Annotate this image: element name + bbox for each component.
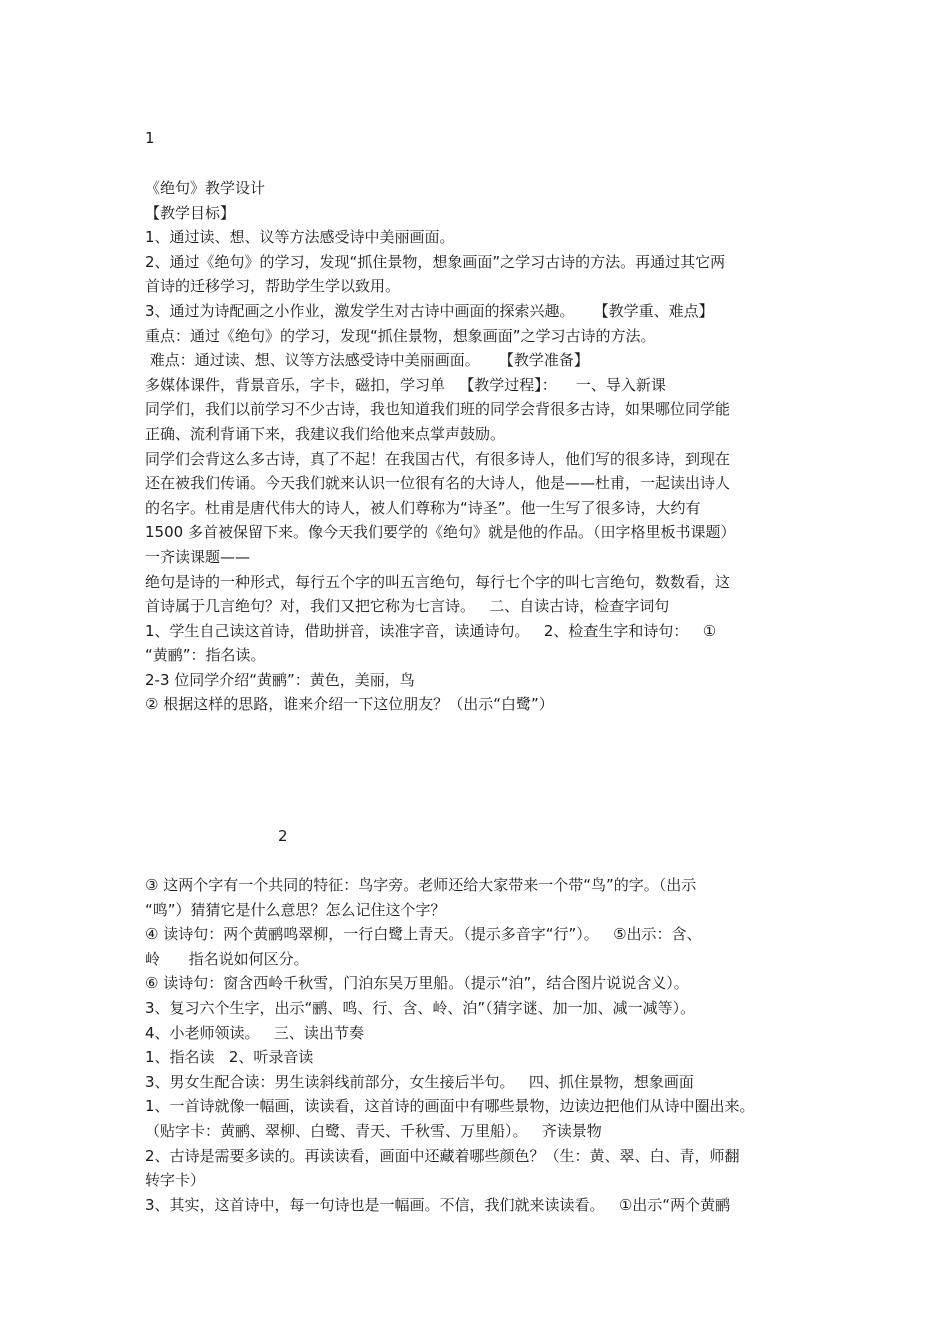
paragraph-line: 3、复习六个生字，出示“鹂、鸣、行、含、岭、泊”（猜字谜、加一加、减一减等）。 <box>145 998 696 1017</box>
page-1-body <box>145 176 815 717</box>
paragraph-line: 一齐读课题—— <box>145 547 251 566</box>
paragraph-line: “黄鹂”：指名读。 <box>145 646 266 665</box>
paragraph-line: 多媒体课件，背景音乐，字卡，磁扣，学习单 【教学过程】： 一、导入新课 <box>145 375 666 394</box>
paragraph-line: “鸣”）猜猜它是什么意思？怎么记住这个字？ <box>145 900 446 919</box>
paragraph-line: 首诗属于几言绝句？对，我们又把它称为七言诗。 二、自读古诗，检查字词句 <box>145 597 670 616</box>
page-number-2: 2 <box>278 827 288 845</box>
paragraph-line: 2、古诗是需要多读的。再读读看，画面中还藏着哪些颜色？（生：黄、翠、白、青，师翻 <box>145 1146 740 1165</box>
paragraph-line: 还在被我们传诵。今天我们就来认识一位很有名的大诗人，他是——杜甫，一起读出诗人 <box>145 474 731 493</box>
paragraph-line: 正确、流利背诵下来，我建议我们给他来点掌声鼓励。 <box>145 424 506 443</box>
paragraph-line: 的名字。杜甫是唐代伟大的诗人，被人们尊称为“诗圣”。他一生写了很多诗，大约有 <box>145 498 701 517</box>
paragraph-line: 4、小老师领读。 三、读出节奏 <box>145 1023 364 1042</box>
page-2-body <box>145 873 815 1217</box>
doc-title: 《绝句》教学设计 <box>145 179 266 197</box>
paragraph-line: 重点：通过《绝句》的学习，发现“抓住景物，想象画面”之学习古诗的方法。 <box>145 326 656 345</box>
paragraph-line: ② 根据这样的思路，谁来介绍一下这位朋友？（出示“白鹭”） <box>145 695 554 714</box>
paragraph-line: 1、一首诗就像一幅画，读读看，这首诗的画面中有哪些景物，边读边把他们从诗中圈出来。 <box>145 1097 755 1116</box>
paragraph-line: 1500 多首被保留下来。像今天我们要学的《绝句》就是他的作品。（田字格里板书课题） <box>145 523 736 542</box>
paragraph-line: 3、其实，这首诗中，每一句诗也是一幅画。不信，我们就来读读看。 ①出示“两个黄鹂 <box>145 1195 731 1214</box>
paragraph-line: 绝句是诗的一种形式，每行五个字的叫五言绝句，每行七个字的叫七言绝句，数数看，这 <box>145 572 731 591</box>
paragraph-line: 1、指名读 2、听录音读 <box>145 1048 314 1067</box>
paragraph-line: ⑥ 读诗句：窗含西岭千秋雪，门泊东吴万里船。（提示“泊”，结合图片说说含义）。 <box>145 974 689 993</box>
page-number-1: 1 <box>145 129 155 147</box>
paragraph-line: 岭 指名说如何区分。 <box>145 949 309 968</box>
paragraph-line: 同学们会背这么多古诗，真了不起！在我国古代，有很多诗人，他们写的很多诗，到现在 <box>145 449 731 468</box>
paragraph-line: 1、通过读、想、议等方法感受诗中美丽画面。 <box>145 228 455 247</box>
paragraph-line: 【教学目标】 <box>145 203 236 222</box>
paragraph-line: 2-3 位同学介绍“黄鹂”：黄色，美丽，鸟 <box>145 670 415 689</box>
paragraph-line: 3、通过为诗配画之小作业，激发学生对古诗中画面的探索兴趣。 【教学重、难点】 <box>145 301 714 320</box>
paragraph-line: 难点：通过读、想、议等方法感受诗中美丽画面。 【教学准备】 <box>145 351 589 370</box>
paragraph-line: 首诗的迁移学习，帮助学生学以致用。 <box>145 277 401 296</box>
paragraph-line: 转字卡） <box>145 1171 206 1190</box>
paragraph-line: （贴字卡：黄鹂、翠柳、白鹭、青天、千秋雪、万里船）。 齐读景物 <box>145 1121 602 1140</box>
paragraph-line: ③ 这两个字有一个共同的特征：鸟字旁。老师还给大家带来一个带“鸟”的字。（出示 <box>145 876 697 894</box>
paragraph-line: 2、通过《绝句》的学习，发现“抓住景物，想象画面”之学习古诗的方法。再通过其它两 <box>145 252 726 271</box>
paragraph-line: ④ 读诗句：两个黄鹂鸣翠柳，一行白鹭上青天。（提示多音字“行”）。 ⑤出示：含、 <box>145 925 702 944</box>
paragraph-line: 同学们，我们以前学习不少古诗，我也知道我们班的同学会背很多古诗，如果哪位同学能 <box>145 400 731 419</box>
paragraph-line: 1、学生自己读这首诗，借助拼音，读准字音，读通诗句。 2、检查生字和诗句： ① <box>145 621 717 640</box>
paragraph-line: 3、男女生配合读：男生读斜线前部分，女生接后半句。 四、抓住景物，想象画面 <box>145 1072 694 1091</box>
